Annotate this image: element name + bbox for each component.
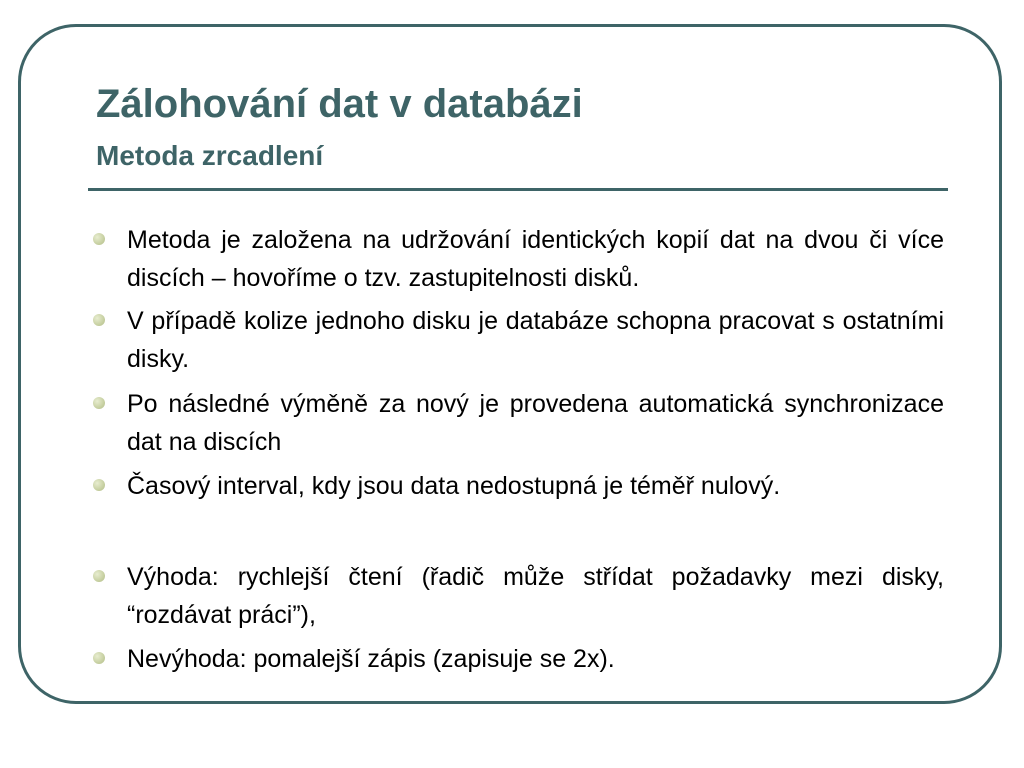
bullet-dot-icon [93, 570, 105, 582]
bullet-dot-icon [93, 652, 105, 664]
bullet-text: Metoda je založena na udržování identických kopií dat na dvou či více discích – hovoříme o tzv. zastupitelnosti disků. [127, 226, 944, 292]
bullet-text: Výhoda: rychlejší čtení (řadič může střídat požadavky mezi disky, “rozdávat práci”), [127, 563, 944, 629]
title-divider [88, 188, 948, 191]
bullet-dot-icon [93, 479, 105, 491]
bullet-dot-icon [93, 314, 105, 326]
bullet-item [127, 385, 944, 461]
slide-subtitle: Metoda zrcadlení [96, 140, 324, 171]
bullet-dot-icon [93, 233, 105, 245]
bullet-item [127, 221, 944, 297]
bullet-text: V případě kolize jednoho disku je databáze schopna pracovat s ostatními disky. [127, 307, 944, 373]
bullet-item [127, 640, 944, 678]
bullet-text: Časový interval, kdy jsou data nedostupná je téměř nulový. [127, 472, 781, 500]
bullet-item [127, 558, 944, 634]
slide-title: Zálohování dat v databázi [96, 82, 583, 126]
bullet-text: Po následné výměně za nový je provedena automatická synchronizace dat na discích [127, 390, 944, 456]
bullet-dot-icon [93, 397, 105, 409]
bullet-text: Nevýhoda: pomalejší zápis (zapisuje se 2x). [127, 645, 615, 673]
bullet-item [127, 302, 944, 378]
bullet-item [127, 467, 944, 505]
